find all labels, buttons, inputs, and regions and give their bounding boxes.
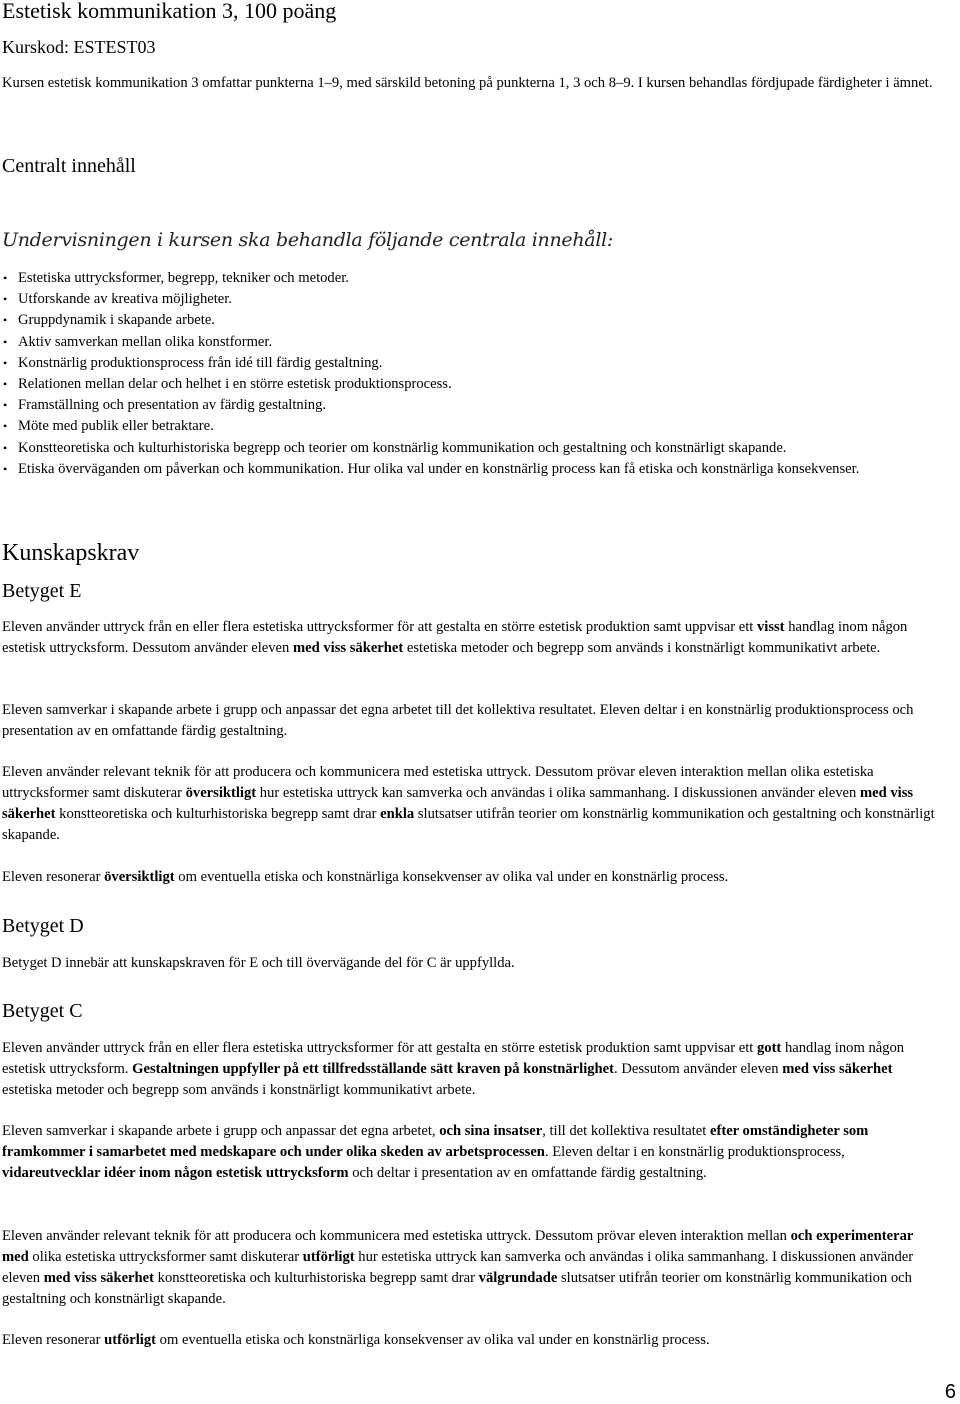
- paragraph-text: Eleven använder relevant teknik för att producera och kommunicera med estetiska uttryck. Dessutom prövar eleven interaktion mellan olika estetiska uttrycksformer samt diskuterar: [2, 764, 874, 801]
- list-item: • Aktiv samverkan mellan olika konstformer.: [0, 332, 950, 353]
- paragraph-text: hur estetiska uttryck kan samverka och användas i olika sammanhang. I diskussionen använder eleven: [2, 1249, 914, 1286]
- emphasis-text: och experimenterar med: [2, 1228, 914, 1265]
- paragraph-text: Eleven samverkar i skapande arbete i grupp och anpassar det egna arbetet,: [2, 1123, 440, 1139]
- emphasis-text: vidareutvecklar idéer inom någon estetisk uttrycksform: [2, 1165, 349, 1181]
- list-item: • Etiska överväganden om påverkan och kommunikation. Hur olika val under en konstnärlig process kan få etiska och konstnärliga konsekvenser.: [0, 459, 950, 480]
- grade-e-paragraph-1: [2, 617, 942, 659]
- central-content-list: [0, 268, 950, 480]
- paragraph-text: Eleven använder uttryck från en eller flera estetiska uttrycksformer för att gestalta en större estetisk produktion samt uppvisar ett: [2, 1040, 757, 1056]
- paragraph-text: slutsatser utifrån teorier om konstnärlig kommunikation och gestaltning och konstnärligt skapande.: [2, 806, 935, 843]
- emphasis-text: välgrundade: [478, 1270, 558, 1286]
- bullet-icon: •: [3, 292, 8, 307]
- emphasis-text: med viss säkerhet: [782, 1061, 893, 1077]
- bullet-icon: •: [3, 461, 8, 476]
- central-content-subheading: Undervisningen i kursen ska behandla följande centrala innehåll:: [2, 229, 613, 251]
- paragraph-text: estetiska metoder och begrepp som används i konstnärligt kommunikativt arbete.: [2, 1082, 476, 1098]
- list-item: • Estetiska uttrycksformer, begrepp, tekniker och metoder.: [0, 268, 950, 289]
- list-item: • Relationen mellan delar och helhet i en större estetisk produktionsprocess.: [0, 374, 950, 395]
- emphasis-text: visst: [756, 619, 785, 635]
- paragraph-text: estetiska metoder och begrepp som används i konstnärligt kommunikativt arbete.: [403, 640, 881, 656]
- grade-e-paragraph-4: [2, 867, 942, 888]
- course-intro: Kursen estetisk kommunikation 3 omfattar punkterna 1–9, med särskild betoning på punkterna 1, 3 och 8–9. I kursen behandlas fördjupade färdigheter i ämnet.: [2, 75, 933, 91]
- grade-e-paragraph-3: [2, 762, 942, 846]
- paragraph-text: Eleven resonerar: [2, 869, 105, 885]
- paragraph-text: konstteoretiska och kulturhistoriska begrepp samt drar: [154, 1270, 479, 1286]
- emphasis-text: enkla: [380, 806, 415, 822]
- paragraph-text: Eleven samverkar i skapande arbete i grupp och anpassar det egna arbetet till det kollektiva resultatet. Eleven deltar i en konstnärlig produktionsprocess och presentation av en omfattande färdig gestaltning.: [2, 702, 914, 739]
- grade-e-heading: Betyget E: [2, 580, 82, 602]
- grade-c-heading: Betyget C: [2, 1000, 83, 1022]
- paragraph-text: konstteoretiska och kulturhistoriska begrepp samt drar: [55, 806, 381, 822]
- emphasis-text: med viss säkerhet: [43, 1270, 154, 1286]
- emphasis-text: med viss säkerhet: [2, 785, 914, 822]
- list-item: • Konstteoretiska och kulturhistoriska begrepp och teorier om konstnärlig kommunikation och gestaltning och konstnärligt skapande.: [0, 438, 950, 459]
- list-item: • Gruppdynamik i skapande arbete.: [0, 310, 950, 331]
- paragraph-text: om eventuella etiska och konstnärliga konsekvenser av olika val under en konstnärlig process.: [174, 869, 729, 885]
- grade-c-paragraph-3: [2, 1226, 942, 1310]
- kunskapskrav-heading: Kunskapskrav: [2, 540, 140, 566]
- emphasis-text: med viss säkerhet: [292, 640, 404, 656]
- emphasis-text: utförligt: [302, 1249, 355, 1265]
- grade-d-text: Betyget D innebär att kunskapskraven för E och till övervägande del för C är uppfyllda.: [2, 955, 515, 971]
- bullet-icon: •: [3, 334, 8, 349]
- paragraph-text: hur estetiska uttryck kan samverka och användas i olika sammanhang. I diskussionen använder eleven: [256, 785, 860, 801]
- list-item: • Möte med publik eller betraktare.: [0, 416, 950, 437]
- course-title: Estetisk kommunikation 3, 100 poäng: [2, 0, 337, 23]
- emphasis-text: och sina insatser: [439, 1123, 543, 1139]
- list-item: • Konstnärlig produktionsprocess från idé till färdig gestaltning.: [0, 353, 950, 374]
- paragraph-text: handlag inom någon estetisk uttrycksform. Dessutom använder eleven: [2, 619, 908, 656]
- paragraph-text: och deltar i presentation av en omfattande färdig gestaltning.: [348, 1165, 707, 1181]
- grade-d-heading: Betyget D: [2, 915, 84, 937]
- paragraph-text: . Eleven deltar i en konstnärlig produktionsprocess,: [544, 1144, 845, 1160]
- paragraph-text: slutsatser utifrån teorier om konstnärlig kommunikation och gestaltning och konstnärligt skapande.: [2, 1270, 912, 1307]
- paragraph-text: olika estetiska uttrycksformer samt diskuterar: [28, 1249, 303, 1265]
- emphasis-text: Gestaltningen uppfyller på ett tillfredsställande sätt kraven på konstnärlighet: [132, 1061, 615, 1077]
- course-code: Kurskod: ESTEST03: [2, 37, 156, 57]
- paragraph-text: handlag inom någon estetisk uttrycksform.: [2, 1040, 905, 1077]
- paragraph-text: . Dessutom använder eleven: [614, 1061, 783, 1077]
- list-item: • Utforskande av kreativa möjligheter.: [0, 289, 950, 310]
- emphasis-text: översiktligt: [104, 869, 175, 885]
- grade-c-paragraph-4: [2, 1330, 942, 1351]
- paragraph-text: Eleven använder relevant teknik för att producera och kommunicera med estetiska uttryck. Dessutom prövar eleven interaktion mellan: [2, 1228, 791, 1244]
- emphasis-text: översiktligt: [185, 785, 257, 801]
- central-content-heading: Centralt innehåll: [2, 155, 136, 177]
- page-number: 6: [944, 1381, 956, 1403]
- grade-c-paragraph-1: [2, 1038, 942, 1101]
- paragraph-text: Eleven använder uttryck från en eller flera estetiska uttrycksformer för att gestalta en större estetisk produktion samt uppvisar ett: [2, 619, 757, 635]
- list-item: • Framställning och presentation av färdig gestaltning.: [0, 395, 950, 416]
- emphasis-text: efter omständigheter som framkommer i samarbetet med medskapare och under olika skeden av arbetsprocessen: [2, 1123, 869, 1160]
- grade-c-paragraph-2: [2, 1121, 942, 1184]
- paragraph-text: , till det kollektiva resultatet: [542, 1123, 710, 1139]
- bullet-icon: •: [3, 398, 8, 413]
- grade-e-paragraph-2: [2, 700, 942, 742]
- emphasis-text: utförligt: [104, 1332, 156, 1348]
- bullet-icon: •: [3, 355, 8, 370]
- bullet-icon: •: [3, 271, 8, 285]
- paragraph-text: om eventuella etiska och konstnärliga konsekvenser av olika val under en konstnärlig process.: [156, 1332, 710, 1348]
- bullet-icon: •: [3, 440, 8, 455]
- paragraph-text: Eleven resonerar: [2, 1332, 105, 1348]
- bullet-icon: •: [3, 419, 8, 434]
- bullet-icon: •: [3, 377, 8, 392]
- bullet-icon: •: [3, 313, 8, 328]
- emphasis-text: gott: [756, 1040, 782, 1056]
